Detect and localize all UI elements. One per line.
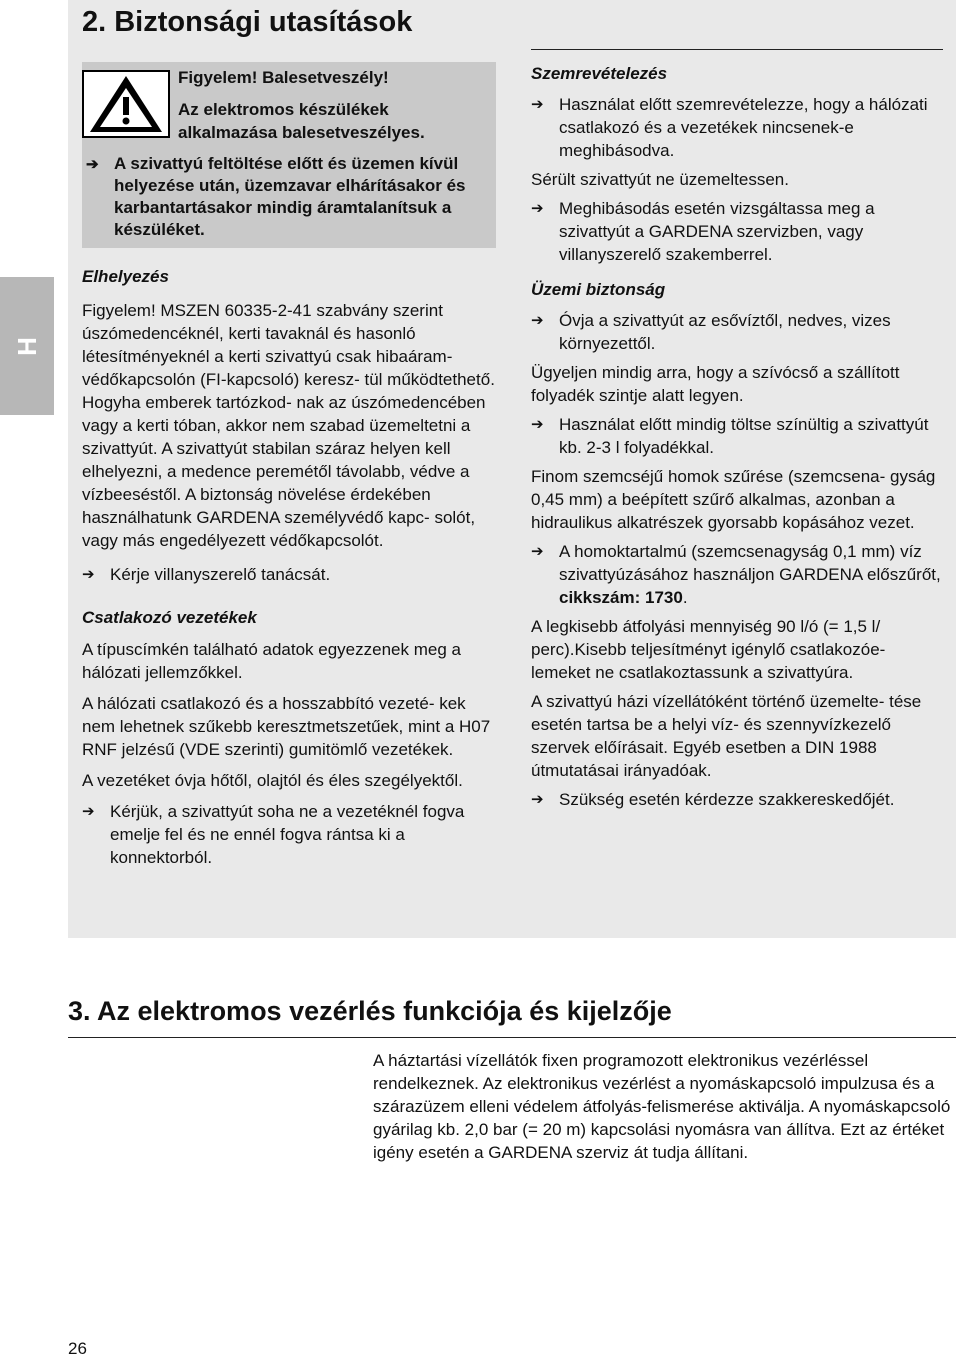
szemre-item-1-text: Használat előtt szemrevételezze, hogy a hálózati csatlakozó és a vezetékek nincsenek-e meghibásodva. bbox=[559, 95, 928, 160]
csatlakozo-paragraph-1: A típuscímkén található adatok egyezzenek meg a hálózati jellemzőkkel. bbox=[82, 640, 461, 682]
section-2-title: 2. Biztonsági utasítások bbox=[82, 6, 413, 38]
arrow-icon: ➔ bbox=[531, 96, 544, 113]
uzemi-item-4-text: Szükség esetén kérdezze szakkereskedőjét. bbox=[559, 790, 895, 809]
left-column-body bbox=[82, 265, 500, 869]
szemre-paragraph: Sérült szivattyút ne üzemeltessen. bbox=[531, 170, 789, 189]
uzemi-item-3-text bbox=[559, 540, 943, 609]
elhelyezes-text: Figyelem! MSZEN 60335-2-41 szabvány szerint úszómedencéknél, kerti tavaknál és hasonló létesítményeknél a kerti szivattyú csak hibaáram-védőkapcsolón (FI-kapcsoló) keresz- tül működtethető. Hogyha emberek tartózkod- nak az úszómedencében vagy a kerti tóban, akkor nem szabad üzemeltetni a szivattyút. A szivattyút stabilan száraz helyen kell elhelyezni, a medence peremétől távolabb, védve a vízbeeséstől. A biztonság növelése érdekében használhatunk GARDENA személyvédő kapc- solót, vagy más engedélyezett védőkapcsolót. bbox=[82, 301, 495, 550]
warning-item-text: A szivattyú feltöltése előtt és üzemen kívül helyezése után, üzemzavar elhárításakor és karbantartásakor mindig áramtalanítsuk a készüléket. bbox=[114, 154, 466, 239]
csatlakozo-item-text: Kérjük, a szivattyút soha ne a vezetéknél fogva emelje fel és ne ennél fogva rántsa ki a konnektorból. bbox=[110, 802, 465, 867]
uzemi-paragraph-1: Ügyeljen mindig arra, hogy a szívócső a szállított folyadék szintje alatt legyen. bbox=[531, 363, 900, 405]
uzemi-paragraph-2: Finom szemcséjű homok szűrése (szemcsena- gyság 0,45 mm) a beépített szűrő alkalmas, azonban a hidraulikus alkatrészek gyorsabb kopásához vezet. bbox=[531, 467, 936, 532]
szemre-item-1 bbox=[531, 93, 943, 162]
arrow-icon: ➔ bbox=[86, 156, 99, 173]
language-tab bbox=[0, 277, 54, 415]
page-number: 26 bbox=[68, 1339, 87, 1358]
uzemi-item-2-text: Használat előtt mindig töltse színültig a szivattyút kb. 2-3 l folyadékkal. bbox=[559, 415, 929, 457]
elhelyezes-heading: Elhelyezés bbox=[82, 267, 169, 286]
szemre-item-2 bbox=[531, 197, 943, 266]
right-column-rule bbox=[531, 49, 943, 50]
uzemi-paragraph-3: A legkisebb átfolyási mennyiség 90 l/ó (= 1,5 l/ perc).Kisebb teljesítményt igénylő csatlakozóe- lemeket ne csatlakoztassunk a szivattyúra. bbox=[531, 617, 886, 682]
szemre-item-2-text: Meghibásodás esetén vizsgáltassa meg a szivattyút a GARDENA szervizben, vagy villanyszerelő szakemberrel. bbox=[559, 199, 875, 264]
arrow-icon: ➔ bbox=[531, 791, 544, 808]
arrow-icon: ➔ bbox=[531, 200, 544, 217]
uzemi-paragraph-4: A szivattyú házi vízellátóként történő üzemelte- tése esetén tartsa be a helyi víz- és szennyvízkezelő szervek előírásait. Egyéb esetben a DIN 1988 útmutatásai irányadóak. bbox=[531, 692, 922, 780]
arrow-icon: ➔ bbox=[531, 543, 544, 560]
arrow-icon: ➔ bbox=[531, 416, 544, 433]
szemrevetelezes-heading: Szemrevételezés bbox=[531, 64, 668, 83]
warning-title: Figyelem! Balesetveszély! bbox=[178, 68, 389, 87]
csatlakozo-item bbox=[82, 800, 500, 869]
arrow-icon: ➔ bbox=[82, 803, 95, 820]
elhelyezes-item bbox=[82, 563, 500, 586]
right-column-body bbox=[531, 62, 943, 811]
arrow-icon: ➔ bbox=[531, 312, 544, 329]
section-3-rule bbox=[68, 1037, 956, 1038]
warning-item bbox=[86, 153, 491, 241]
csatlakozo-paragraph-2: A hálózati csatlakozó és a hosszabbító vezeté- kek nem lehetnek szűkebb keresztmetszetűek, mint a H07 RNF jelzésű (VDE szerinti) gumitömlő vezetékek. bbox=[82, 694, 491, 759]
warning-subtitle: Az elektromos készülékek alkalmazása balesetveszélyes. bbox=[178, 100, 425, 142]
uzemi-item-4 bbox=[531, 788, 943, 811]
elhelyezes-item-text: Kérje villanyszerelő tanácsát. bbox=[110, 565, 331, 584]
csatlakozo-paragraph-3: A vezetéket óvja hőtől, olajtól és éles szegélyektől. bbox=[82, 771, 463, 790]
uzemi-item-2 bbox=[531, 413, 943, 459]
uzemi-item-3-main: A homoktartalmú (szemcsenagyság 0,1 mm) víz szivattyúzásához használjon GARDENA előszűrőt, bbox=[559, 542, 941, 584]
language-tab-label: H bbox=[11, 336, 42, 356]
uzemi-item-1-text: Óvja a szivattyút az esővíztől, nedves, vizes környezettől. bbox=[559, 311, 891, 353]
uzemi-item-1 bbox=[531, 309, 943, 355]
arrow-icon: ➔ bbox=[82, 566, 95, 583]
section-3-title: 3. Az elektromos vezérlés funkciója és kijelzője bbox=[68, 996, 672, 1026]
csatlakozo-heading: Csatlakozó vezetékek bbox=[82, 608, 257, 627]
warning-triangle-icon bbox=[82, 70, 170, 138]
uzemi-item-3 bbox=[531, 540, 943, 609]
uzemi-heading: Üzemi biztonság bbox=[531, 280, 666, 299]
section-3-text: A háztartási vízellátók fixen programozott elektronikus vezérléssel rendelkeznek. Az elektronikus vezérlést a nyomáskapcsoló impulzusa és a szárazüzem elleni védelem átfolyás-felismerése aktiválja. A nyomáskapcsoló gyárilag kb. 2,0 bar (= 20 m) kapcsolási nyomásra van állítva. Ezt az értéket igény esetén a GARDENA szerviz át tudja állítani. bbox=[373, 1051, 951, 1162]
article-number: cikkszám: 1730 bbox=[559, 588, 683, 607]
uzemi-item-3-end: . bbox=[682, 588, 688, 607]
